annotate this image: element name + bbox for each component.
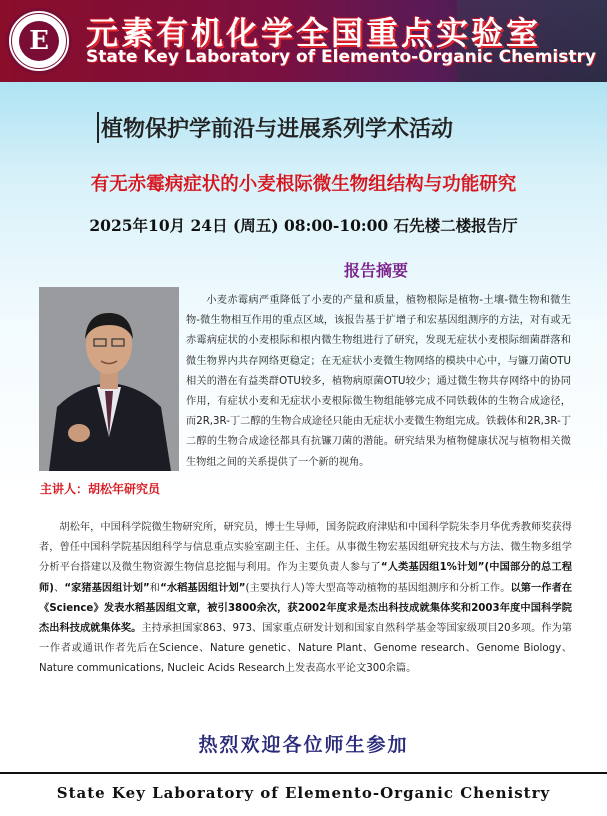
bio-bold-4: 以第一作者在《Science》发表水稻基因组文章，被引3800余次，获2002年度求是杰出科技成就集体奖和2003年度中国科学院杰出科技成就集体奖。 (39, 582, 573, 635)
speaker-label: 主讲人：胡松年研究员 (40, 482, 161, 496)
bio-text-4: (主要执行人)等大型高等动植物的基因组测序和分析工作。 (245, 582, 511, 594)
abstract-text: 小麦赤霉病严重降低了小麦的产量和质量，植物根际是植物-土壤-微生物和微生物-微生物相互作用的重点区域，该报告基于扩增子和宏基因组测序的方法，对有或无赤霉病症状的小麦根际和根内微生物组进行了研究，发现无症状小麦根际细菌群落和微生物界内共存网络更稳定；在无症状小麦微生物网络的模块中心中，与镰刀菌OTU相关的潜在有益类群OTU较多，植物病原菌OTU较少；通过微生物共存网络中的协同作用，有症状小麦和无症状小麦根际微生物组能够完成不同铁载体的生物合成途径，而2R,3R-丁二醇的生物合成途径只能由无症状小麦微生物组完成。铁载体和2R,3R-丁二醇的生物合成途径都具有抗镰刀菌的潜能。研究结果为植物健康状况与植物相关微生物组之间的关系提供了一个新的视角。 (186, 295, 571, 468)
welcome-message: 热烈欢迎各位师生参加 (198, 734, 409, 756)
bio-bold-2: “家猪基因组计划” (64, 582, 150, 594)
bio-text-2: 、 (53, 582, 65, 594)
bio-bold-1: “人类基因组1%计划”(中国部分的总工程师) (39, 562, 573, 594)
bio-bold-3: “水稻基因组计划” (160, 582, 246, 594)
talk-title: 有无赤霉病症状的小麦根际微生物组结构与功能研究 (90, 174, 517, 195)
footer (0, 772, 607, 816)
lab-name-cn: 元素有机化学全国重点实验室 (86, 14, 542, 52)
datetime-place: 2025年10月 24日 (周五) 08:00-10:00 石先楼二楼报告厅 (89, 216, 518, 235)
bio-text-5: 主持承担国家863、973、国家重点研发计划和国家自然科学基金等国家级项目20多项。作为第一作者或通讯作者先后在Science、Nature genetic、Nature Plant、Genome research、Genome Biology、Nature communications, Nucleic Acids Research上发表高水平论文300余篇。 (39, 623, 572, 675)
series-title: 植物保护学前沿与进展系列学术活动 (97, 112, 453, 143)
speaker-photo (39, 287, 179, 471)
abstract-heading: 报告摘要 (344, 261, 409, 280)
lab-name-en: State Key Laboratory of Elemento-Organic Chemistry (86, 47, 596, 67)
logo-letter: E (19, 21, 59, 61)
speaker-bio (39, 518, 572, 680)
bio-text-1: 胡松年，中国科学院微生物研究所，研究员，博士生导师，国务院政府津贴和中国科学院朱李月华优秀教师奖获得者，曾任中国科学院基因组科学与信息重点实验室副主任、主任。从事微生物宏基因组研究技术与方法、微生物多组学分析平台搭建以及微生物资源生物信息挖掘与利用。作为主要负责人参与了 (39, 522, 572, 574)
bio-text-3: 和 (149, 582, 161, 594)
university-logo (6, 8, 72, 74)
footer-lab-name: State Key Laboratory of Elemento-Organic Chenistry (56, 784, 551, 802)
header-banner (0, 0, 607, 82)
